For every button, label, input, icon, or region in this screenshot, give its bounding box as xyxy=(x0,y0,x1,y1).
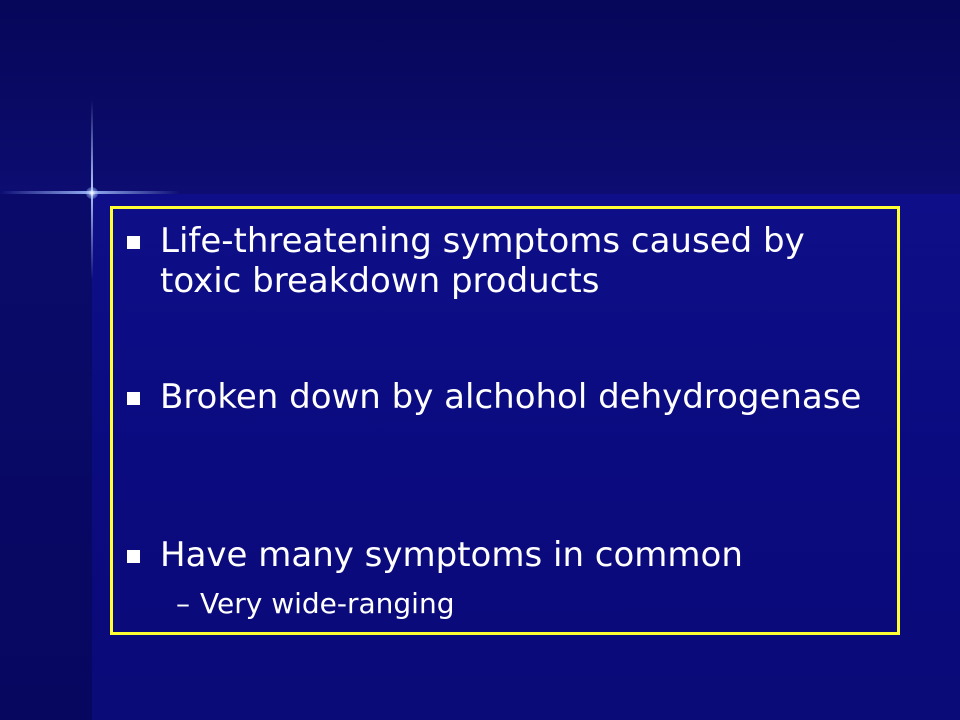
bullet-square-icon xyxy=(127,392,140,405)
bullet-item xyxy=(125,535,885,575)
slide-background-top xyxy=(0,0,960,194)
sub-bullet-dash: – xyxy=(176,587,190,620)
bullet-item xyxy=(125,221,885,301)
bullet-text: Broken down by alchohol dehydrogenase xyxy=(160,377,862,417)
bullet-item xyxy=(125,377,885,417)
bullet-text: Have many symptoms in common xyxy=(160,535,743,575)
lens-flare-core xyxy=(86,187,98,199)
sub-bullet-item xyxy=(176,587,454,621)
bullet-square-icon xyxy=(127,236,140,249)
bullet-square-icon xyxy=(127,550,140,563)
sub-bullet-text: Very wide-ranging xyxy=(200,587,455,620)
bullet-content-box xyxy=(110,206,900,635)
slide-background-left xyxy=(0,194,92,720)
bullet-text: Life-threatening symptoms caused by toxic breakdown products xyxy=(160,221,805,301)
